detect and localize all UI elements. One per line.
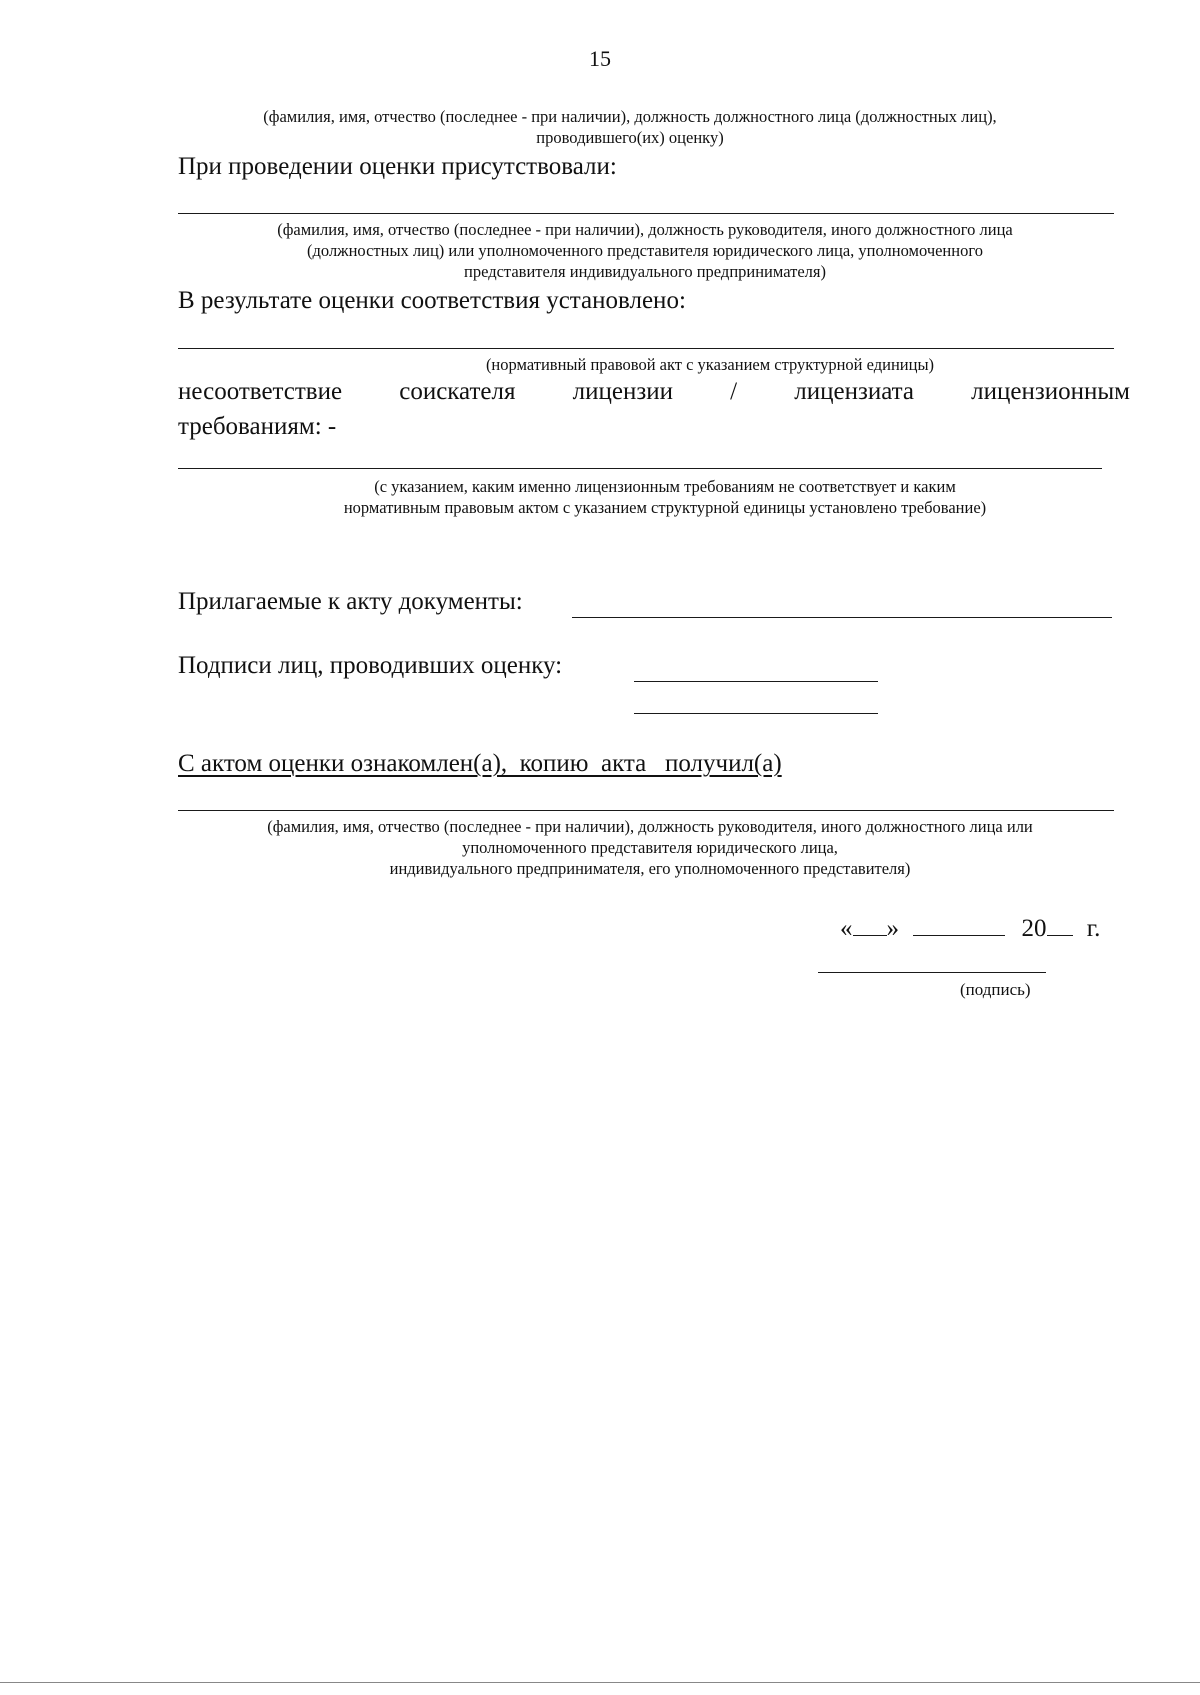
- caption-acknowledged-line1: (фамилия, имя, отчество (последнее - при наличии), должность руководителя, иного должностного лица или: [267, 817, 1033, 836]
- caption-requirements-line2: нормативным правовым актом с указанием структурной единицы установлено требование): [343, 498, 987, 517]
- present-blank-line: [178, 213, 1114, 214]
- result-heading: В результате оценки соответствия установлено:: [178, 287, 686, 314]
- attached-docs-label: Прилагаемые к акту документы:: [178, 588, 523, 615]
- caption-officials: [150, 106, 1110, 148]
- acknowledged-blank-line: [178, 810, 1114, 811]
- noncompliance-line1: [178, 378, 1130, 406]
- caption-acknowledged: [150, 816, 1150, 879]
- noncompliance-word: соискателя: [399, 378, 516, 405]
- year-blank: [1047, 915, 1073, 936]
- caption-present-line3: представителя индивидуального предпринимателя): [464, 262, 826, 281]
- caption-present: [150, 219, 1140, 282]
- day-blank: [853, 915, 887, 936]
- requirements-blank-line: [178, 468, 1102, 469]
- caption-present-line2: (должностных лиц) или уполномоченного представителя юридического лица, уполномоченного: [307, 241, 983, 260]
- caption-present-line1: (фамилия, имя, отчество (последнее - при наличии), должность руководителя, иного должностного лица: [277, 220, 1013, 239]
- caption-requirements: [210, 476, 1120, 518]
- present-heading: При проведении оценки присутствовали:: [178, 153, 617, 180]
- date-open-quote: «: [840, 915, 853, 942]
- page-bottom-edge: [0, 1682, 1200, 1683]
- signatures-label: Подписи лиц, проводивших оценку:: [178, 652, 563, 679]
- signature-caption: (подпись): [960, 980, 1031, 999]
- caption-officials-line2: проводившего(их) оценку): [536, 128, 724, 147]
- attached-docs-line: [572, 617, 1112, 618]
- noncompliance-word: лицензии: [572, 378, 673, 405]
- noncompliance-word: несоответствие: [178, 378, 343, 405]
- caption-officials-line1: (фамилия, имя, отчество (последнее - при наличии), должность должностного лица (должностных лиц),: [263, 107, 997, 126]
- page-number: 15: [589, 46, 611, 71]
- year-suffix: г.: [1086, 915, 1101, 942]
- noncompliance-word: /: [730, 378, 738, 405]
- date-close-quote: »: [886, 915, 899, 942]
- noncompliance-line2: требованиям: -: [178, 413, 337, 440]
- caption-requirements-line1: (с указанием, каким именно лицензионным требованиям не соответствует и каким: [374, 477, 956, 496]
- date-line: [840, 915, 1100, 943]
- signature-line-1: [634, 681, 878, 682]
- caption-acknowledged-line2: уполномоченного представителя юридического лица,: [462, 838, 838, 857]
- acknowledged-label: С актом оценки ознакомлен(а), копию акта получил(а): [178, 750, 782, 777]
- caption-act: (нормативный правовой акт с указанием структурной единицы): [485, 355, 935, 374]
- signature-blank-line: [818, 972, 1046, 973]
- noncompliance-word: лицензиата: [794, 378, 914, 405]
- month-blank: [913, 915, 1005, 936]
- act-blank-line: [178, 348, 1114, 349]
- signature-line-2: [634, 713, 878, 714]
- caption-acknowledged-line3: индивидуального предпринимателя, его уполномоченного представителя): [389, 859, 911, 878]
- year-prefix: 20: [1021, 915, 1047, 942]
- noncompliance-word: лицензионным: [971, 378, 1130, 405]
